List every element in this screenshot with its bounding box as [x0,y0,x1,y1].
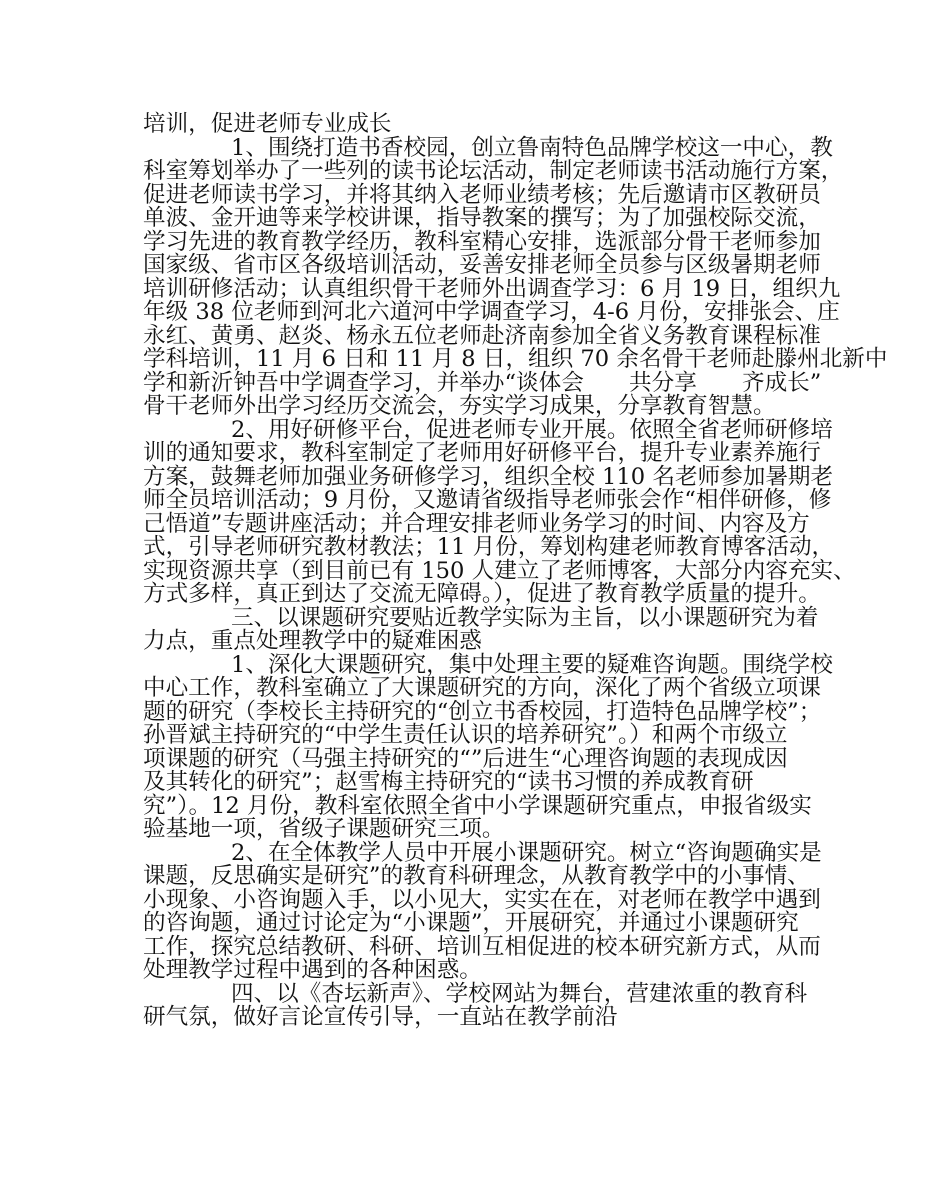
paragraph-line: 的咨询题，通过讨论定为“小课题”，开展研究，并通过小课题研究 [143,910,799,936]
paragraph-line: 中心工作，教科室确立了大课题研究的方向，深化了两个省级立项课 [143,675,821,701]
paragraph-line: 处理教学过程中遇到的各种困惑。 [143,957,482,983]
section-heading: 力点，重点处理教学中的疑难困惑 [143,628,482,654]
document-page [143,111,888,1030]
paragraph-line: 学和新沂钟吾中学调查学习，并举办“谈体会 共分享 齐成长” [143,369,822,396]
paragraph-line: 己悟道”专题讲座活动；并合理安排老师业务学习的时间、内容及方 [143,510,810,537]
paragraph-line: 工作，探究总结教研、科研、培训互相促进的校本研究新方式，从而 [143,933,821,960]
paragraph-line: 科室筹划举办了一些列的读书论坛活动，制定老师读书活动施行方案， [143,158,844,184]
paragraph-line: 1、深化大课题研究，集中处理主要的疑难咨询题。围绕学校 [231,651,833,678]
paragraph-line: 验基地一项，省级子课题研究三项。 [143,816,505,842]
paragraph-line: 实现资源共享（到目前已有 150 人建立了老师博客，大部分内容充实、 [143,557,856,584]
paragraph-line: 国家级、省市区各级培训活动，妥善安排老师全员参与区级暑期老师 [143,252,821,278]
paragraph-line: 究”）。12 月份，教科室依照全省中小学课题研究重点，申报省级实 [143,792,812,819]
section-heading: 四、以《杏坛新声》、学校网站为舞台，营建浓重的教育科 [231,980,808,1007]
section-heading: 研气氛，做好言论宣传引导，一直站在教学前沿 [143,1004,618,1030]
paragraph-line: 及其转化的研究”；赵雪梅主持研究的“读书习惯的养成教育研 [143,769,754,795]
paragraph-line: 训的通知要求，教科室制定了老师用好研修平台，提升专业素养施行 [143,440,821,466]
paragraph-line: 学科培训，11 月 6 日和 11 月 8 日，组织 70 余名骨干老师赴滕州北新中 [143,346,888,372]
paragraph-line: 2、用好研修平台，促进老师专业开展。依照全省老师研修培 [231,416,833,443]
paragraph-line: 项课题的研究（马强主持研究的“”后进生“心理咨询题的表现成因 [143,745,788,772]
paragraph-line: 小现象、小咨询题入手，以小见大，实实在在，对老师在教学中遇到 [143,886,821,913]
paragraph-line: 式，引导老师研究教材教法；11 月份，筹划构建老师教育博客活动， [143,534,835,560]
paragraph-line: 骨干老师外出学习经历交流会，夯实学习成果，分享教育智慧。 [143,393,776,419]
paragraph-line: 师全员培训活动；9 月份，又邀请省级指导老师张会作“相伴研修，修 [143,487,832,513]
paragraph-line: 培训研修活动；认真组织骨干老师外出调查学习：6 月 19 日，组织九 [143,275,841,302]
section-heading-continued: 培训，促进老师专业成长 [143,111,392,137]
paragraph-line: 课题，反思确实是研究”的教育科研理念，从教育教学中的小事情、 [143,863,810,889]
paragraph-line: 单波、金开迪等来学校讲课，指导教案的撰写；为了加强校际交流， [143,205,821,231]
paragraph-line: 1、围绕打造书香校园，创立鲁南特色品牌学校这一中心，教 [231,134,833,161]
paragraph-line: 促进老师读书学习，并将其纳入老师业绩考核；先后邀请市区教研员 [143,181,821,208]
paragraph-line: 题的研究（李校长主持研究的“创立书香校园，打造特色品牌学校”； [143,698,822,725]
paragraph-line: 方式多样，真正到达了交流无障碍。），促进了教育教学质量的提升。 [143,581,821,607]
paragraph-line: 学习先进的教育教学经历，教科室精心安排，选派部分骨干老师参加 [143,228,821,255]
paragraph-line: 孙晋斌主持研究的“中学生责任认识的培养研究”。）和两个市级立 [143,722,788,748]
paragraph-line: 2、在全体教学人员中开展小课题研究。树立“咨询题确实是 [231,839,822,866]
paragraph-line: 年级 38 位老师到河北六道河中学调查学习，4-6 月份，安排张会、庄 [143,299,840,325]
paragraph-line: 永红、黄勇、赵炎、杨永五位老师赴济南参加全省义务教育课程标准 [143,322,821,349]
section-heading: 三、以课题研究要贴近教学实际为主旨，以小课题研究为着 [231,604,819,631]
paragraph-line: 方案，鼓舞老师加强业务研修学习，组织全校 110 名老师参加暑期老 [143,463,834,490]
